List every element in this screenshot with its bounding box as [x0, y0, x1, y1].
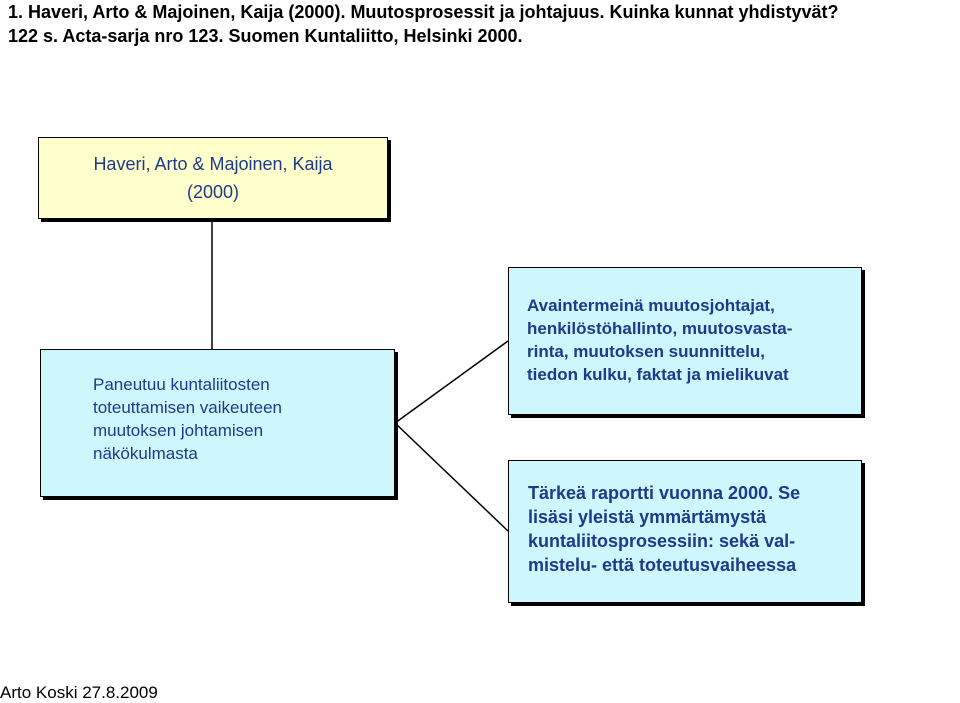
focus-node-box: [40, 349, 395, 497]
slide-footer: Arto Koski 27.8.2009: [0, 683, 158, 702]
significance-node-line: kuntaliitosprosessiin: sekä val-: [528, 531, 796, 551]
key-terms-node-line: henkilöstöhallinto, muutosvasta-: [527, 319, 793, 338]
key-terms-node-line: rinta, muutoksen suunnittelu,: [527, 342, 766, 361]
focus-node-line: Paneutuu kuntaliitosten: [93, 375, 270, 394]
significance-node-line: mistelu- että toteutusvaiheessa: [528, 555, 797, 575]
key-terms-node-box: [508, 267, 862, 415]
key-terms-node-line: Avaintermeinä muutosjohtajat,: [527, 296, 775, 315]
source-node-line: Haveri, Arto & Majoinen, Kaija: [93, 154, 333, 174]
focus-node-line: muutoksen johtamisen: [93, 421, 264, 440]
focus-node-line: toteuttamisen vaikeuteen: [93, 398, 283, 417]
header-citation-line: 122 s. Acta-sarja nro 123. Suomen Kuntaliitto, Helsinki 2000.: [8, 26, 523, 46]
connector-left-to-right1: [395, 341, 508, 423]
source-node-text: [93, 150, 332, 206]
focus-node-line: näkökulmasta: [93, 444, 198, 463]
header-title-line: 1. Haveri, Arto & Majoinen, Kaija (2000). Muutosprosessit ja johtajuus. Kuinka kunnat yhdistyvät?: [8, 2, 839, 22]
significance-node-line: lisäsi yleistä ymmärtämystä: [528, 507, 767, 527]
key-terms-node-line: tiedon kulku, faktat ja mielikuvat: [527, 365, 789, 384]
source-node-line: (2000): [186, 182, 240, 202]
significance-node-line: Tärkeä raportti vuonna 2000. Se: [528, 483, 801, 503]
significance-node-box: [508, 460, 862, 603]
source-node-box: [38, 137, 388, 219]
connector-left-to-right2: [395, 423, 508, 531]
